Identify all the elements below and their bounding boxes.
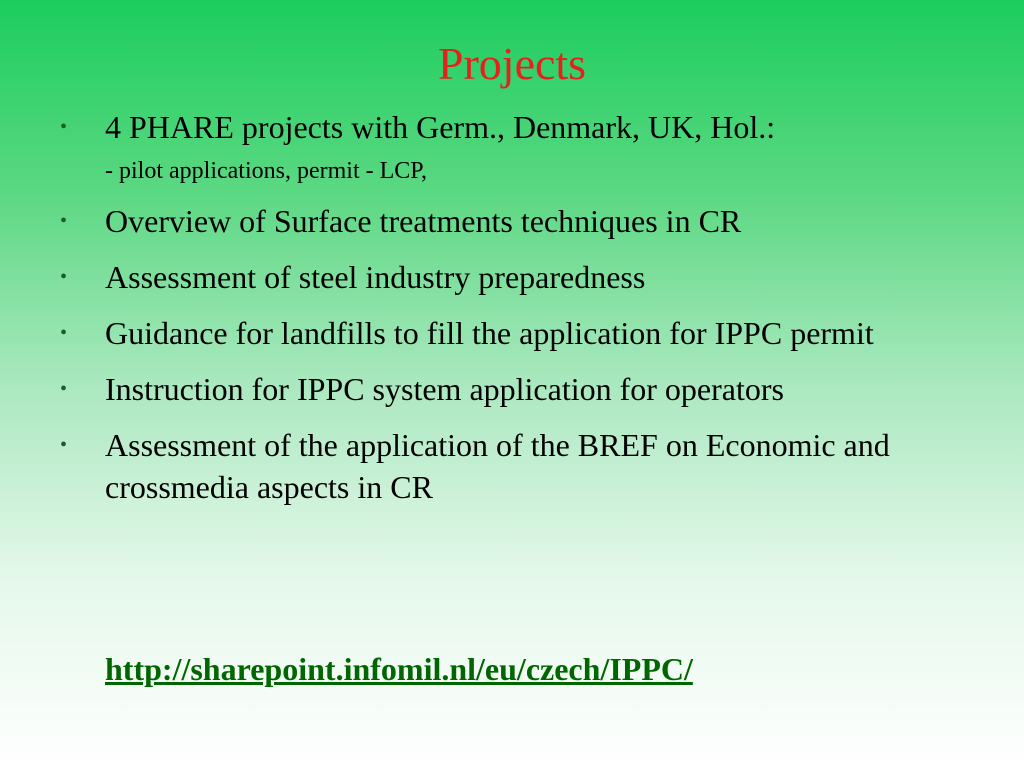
slide-title: Projects [437,38,587,89]
bullet-icon: • [60,266,68,288]
sharepoint-link[interactable]: http://sharepoint.infomil.nl/eu/czech/IPPC/ [105,651,693,687]
bullet-icon: • [60,322,68,344]
bullet-icon: • [60,210,68,232]
bullet-icon: • [60,116,68,138]
bullet-list [60,106,980,522]
bullet-icon: • [60,434,68,456]
bullet-text: Guidance for landfills to fill the application for IPPC permit [105,315,874,351]
bullet-subtext: - pilot applications, permit - LCP, [105,158,427,184]
bullet-icon: • [60,378,68,400]
bullet-item [60,312,980,354]
bullet-item [60,368,980,410]
bullet-item [60,200,980,242]
bullet-item [60,256,980,298]
bullet-text: Assessment of steel industry preparedness [105,259,646,295]
bullet-text: 4 PHARE projects with Germ., Denmark, UK, Hol.: [105,109,776,145]
bullet-item [60,424,980,508]
bullet-text: Instruction for IPPC system application for operators [105,371,784,407]
bullet-text: Overview of Surface treatments techniques in CR [105,203,742,239]
bullet-text: Assessment of the application of the BREF on Economic and crossmedia aspects in CR [105,427,890,505]
bullet-item [60,106,980,186]
